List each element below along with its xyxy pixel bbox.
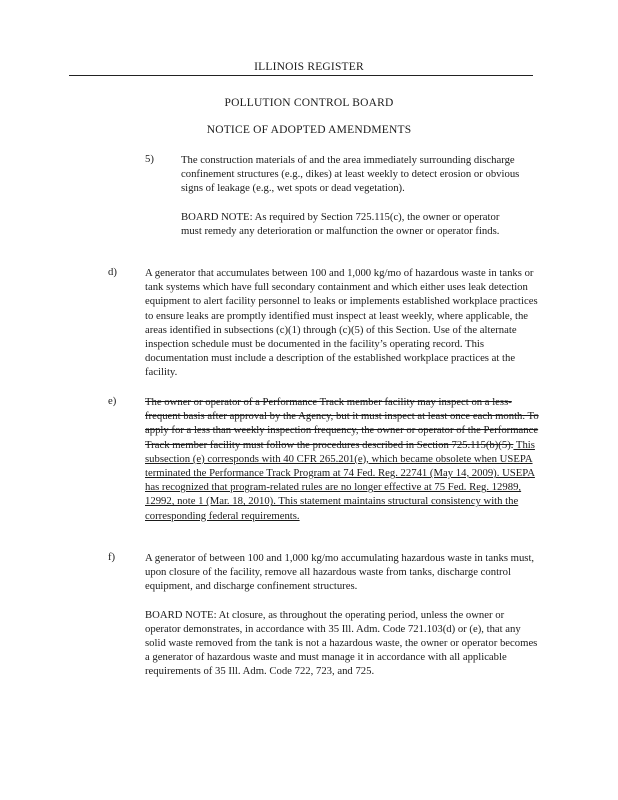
item-f bbox=[145, 551, 542, 679]
board-title: POLLUTION CONTROL BOARD bbox=[224, 97, 394, 109]
item-f-text: A generator of between 100 and 1,000 kg/mo accumulating hazardous waste in tanks must, upon closure of the facility, remove all hazardous waste from tanks, discharge control equipment, and discharge confinement structures. bbox=[145, 552, 535, 593]
item-e-paragraph bbox=[145, 395, 542, 523]
item-e-number: e) bbox=[108, 395, 117, 407]
board-note-label: BOARD NOTE: bbox=[145, 608, 217, 621]
item-d-text: A generator that accumulates between 100 and 1,000 kg/mo of hazardous waste in tanks or tank systems which have full secondary containment and which either uses leak detection equipment to alert facility personnel to leaks or implements established workplace practices to ensure leaks are promptly identified must inspect at least weekly, where applicable, the areas identified in subsections (c)(1) through (c)(5) of this Section. Use of the alternate inspection schedule must be documented in the facility’s operating record. This documentation must include a description of the established workplace practices at the facility. bbox=[145, 267, 538, 379]
item-e-added-text: This subsection (e) corresponds with 40 CFR 265.201(e), which became obsolete when USEPA terminated the Performance Track Program at 74 Fed. Reg. 22741 (May 14, 2009). USEPA has recognized that program-related rules are no longer effective at 75 Fed. Reg. 12989, 12992, note 1 (Mar. 18, 2010). This statement maintains structural consistency with the corresponding federal requirements. bbox=[145, 438, 535, 522]
item-d-number: d) bbox=[108, 266, 117, 278]
board-note-text: At closure, as throughout the operating period, unless the owner or operator demonstrates, in accordance with 35 Ill. Adm. Code 721.103(d) or (e), that any solid waste removed from the tank is not a hazardous waste, the owner or operator becomes a generator of hazardous waste and must manage it in accordance with all applicable requirements of 35 Ill. Adm. Code 722, 723, and 725. bbox=[145, 608, 538, 678]
item-f-number: f) bbox=[108, 551, 116, 563]
notice-title: NOTICE OF ADOPTED AMENDMENTS bbox=[206, 124, 412, 136]
board-note-text: As required by Section 725.115(c), the owner or operator must remedy any deterioration or malfunction the owner or operator finds. bbox=[181, 210, 500, 237]
item-d bbox=[145, 266, 542, 380]
header-rule bbox=[69, 75, 533, 76]
item-5-text: The construction materials of and the area immediately surrounding discharge confinement structures (e.g., dikes) at least weekly to detect erosion or obvious signs of leakage (e.g., wet spots or dead vegetation). bbox=[181, 154, 520, 195]
item-5-note bbox=[181, 210, 521, 238]
item-e-deleted-text: The owner or operator of a Performance Track member facility may inspect on a less-frequent basis after approval by the Agency, but it must inspect at least once each month. To apply for a less than weekly inspection frequency, the owner or operator of the Performance Track member facility must follow the procedures described in Section 725.115(b)(5). bbox=[145, 396, 539, 451]
item-5-number: 5) bbox=[145, 153, 154, 165]
board-note-label: BOARD NOTE: bbox=[181, 210, 253, 223]
register-title: ILLINOIS REGISTER bbox=[254, 61, 364, 73]
item-e bbox=[145, 395, 542, 523]
item-f-note bbox=[145, 608, 542, 679]
item-5 bbox=[181, 153, 521, 238]
